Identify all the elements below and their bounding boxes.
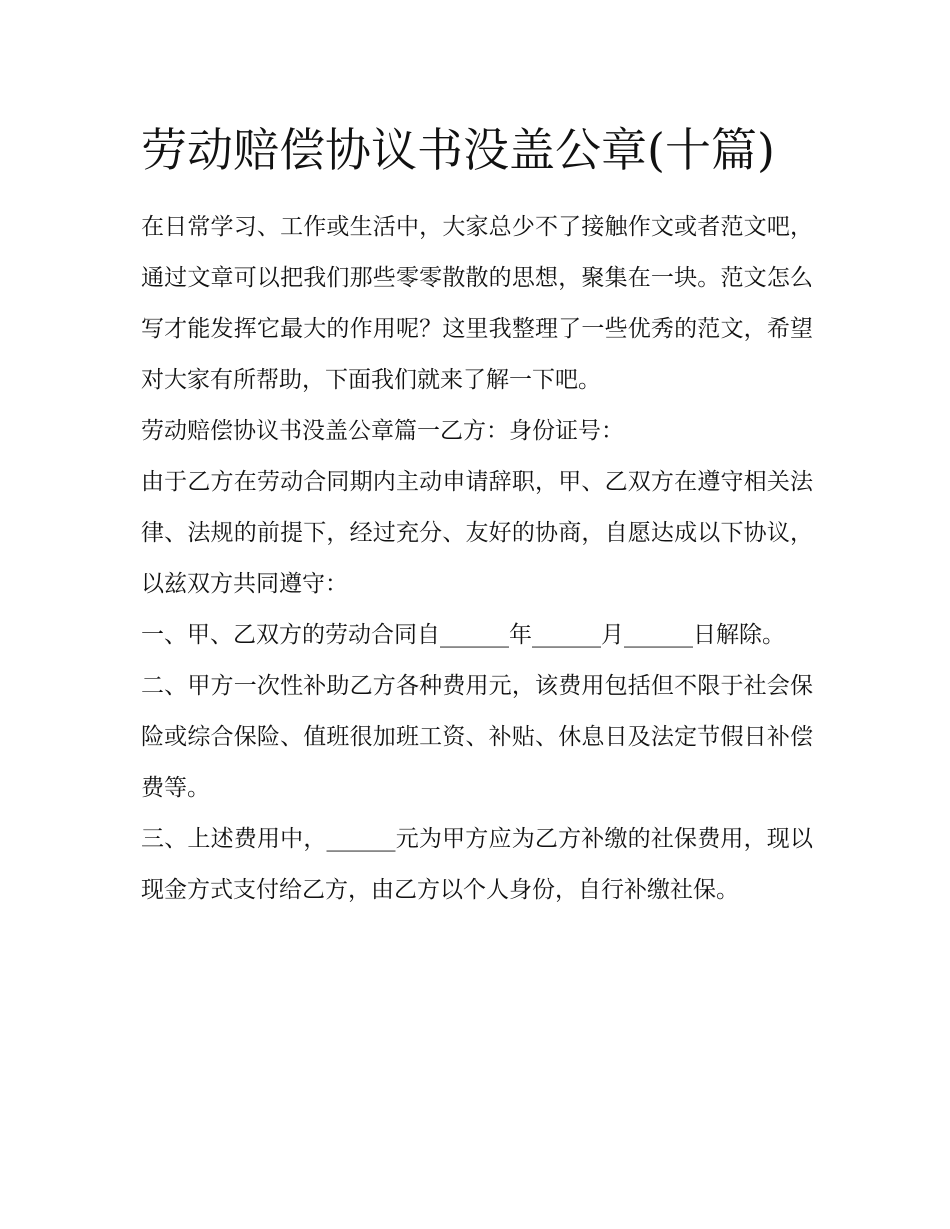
intro-paragraph: 在日常学习、工作或生活中，大家总少不了接触作文或者范文吧，通过文章可以把我们那些零零散散的思想，聚集在一块。范文怎么写才能发挥它最大的作用呢？这里我整理了一些优秀的范文，希望对大家有所帮助，下面我们就来了解一下吧。	[141, 214, 813, 393]
preamble-paragraph: 由于乙方在劳动合同期内主动申请辞职，甲、乙双方在遵守相关法律、法规的前提下，经过充分、友好的协商，自愿达成以下协议，以兹双方共同遵守：	[141, 469, 813, 597]
clause-3: 三、上述费用中，______元为甲方应为乙方补缴的社保费用，现以现金方式支付给乙方，由乙方以个人身份，自行补缴社保。	[141, 826, 813, 903]
document-page	[141, 110, 813, 916]
document-title: 劳动赔偿协议书没盖公章(十篇)	[141, 123, 775, 177]
clause-2: 二、甲方一次性补助乙方各种费用元，该费用包括但不限于社会保险或综合保险、值班很加班工资、补贴、休息日及法定节假日补偿费等。	[141, 673, 813, 801]
clause-1: 一、甲、乙双方的劳动合同自______年______月______日解除。	[141, 622, 785, 648]
section-heading: 劳动赔偿协议书没盖公章篇一乙方：身份证号：	[141, 418, 624, 444]
